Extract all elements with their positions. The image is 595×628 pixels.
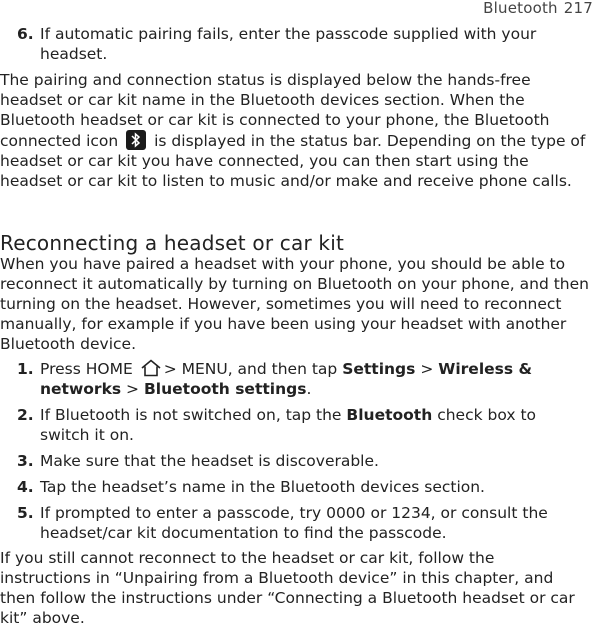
step-text <box>40 405 590 445</box>
separator: > <box>420 360 434 378</box>
page-header <box>483 0 593 17</box>
troubleshoot-paragraph: If you still cannot reconnect to the headset or car kit, follow the instructions in “Unpairing from a Bluetooth device” in this chapter, and then follow the instructions under “Connecting a Bluetooth headset or car kit” above. <box>0 549 575 627</box>
step-5 <box>0 503 590 543</box>
page-number: 217 <box>563 0 593 17</box>
bluetooth-label: Bluetooth <box>346 406 433 424</box>
step-text <box>40 359 590 399</box>
step-number: 4. <box>17 478 34 496</box>
period: . <box>306 380 312 398</box>
step-1 <box>0 359 590 399</box>
step-4 <box>0 477 590 497</box>
reconnect-intro-paragraph: When you have paired a headset with your phone, you should be able to reconnect it automatically by turning on Bluetooth on your phone, and then turning on the headset. However, sometimes you will need to reconnect manually, for example if you have been using your headset with another Bluetooth device. <box>0 255 589 353</box>
step-6 <box>0 24 590 64</box>
step-text-part: check box to switch it on. <box>40 406 536 444</box>
section-heading: Reconnecting a headset or car kit <box>0 231 345 255</box>
wireless-networks-label: Wireless & networks <box>40 360 533 398</box>
step-number: 6. <box>17 25 34 43</box>
section-title: Bluetooth <box>483 0 558 17</box>
step-text: Tap the headset’s name in the Bluetooth devices section. <box>40 478 485 496</box>
home-icon <box>139 359 163 377</box>
step-text: If automatic pairing fails, enter the passcode supplied with your headset. <box>40 25 537 63</box>
step-number: 2. <box>17 406 34 424</box>
step-number: 1. <box>17 360 34 378</box>
step-text: If prompted to enter a passcode, try 0000 or 1234, or consult the headset/car kit documentation to find the passcode. <box>40 504 548 542</box>
step-text-part: > MENU, and then tap <box>163 360 338 378</box>
step-number: 3. <box>17 452 34 470</box>
step-2 <box>0 405 590 445</box>
settings-label: Settings <box>342 360 416 378</box>
separator: > <box>126 380 140 398</box>
step-text: Make sure that the headset is discoverable. <box>40 452 379 470</box>
bluetooth-settings-label: Bluetooth settings <box>143 380 307 398</box>
pairing-status-paragraph <box>0 70 590 191</box>
para-text-after-icon: is displayed in the status bar. Depending on the type of headset or car kit you have connected, you can then start using the headset or car kit to listen to music and/or make and receive phone calls. <box>0 132 586 190</box>
para-text-before-icon: The pairing and connection status is displayed below the hands-free headset or car kit name in the Bluetooth devices section. When the Bluetooth headset or car kit is connected to your phone, the Bluetooth connected icon <box>0 71 550 150</box>
bluetooth-connected-icon <box>126 130 146 150</box>
step-number: 5. <box>17 504 34 522</box>
step-3 <box>0 451 590 471</box>
step-text-part: If Bluetooth is not switched on, tap the <box>40 406 342 424</box>
step-text-part: Press HOME <box>40 360 133 378</box>
